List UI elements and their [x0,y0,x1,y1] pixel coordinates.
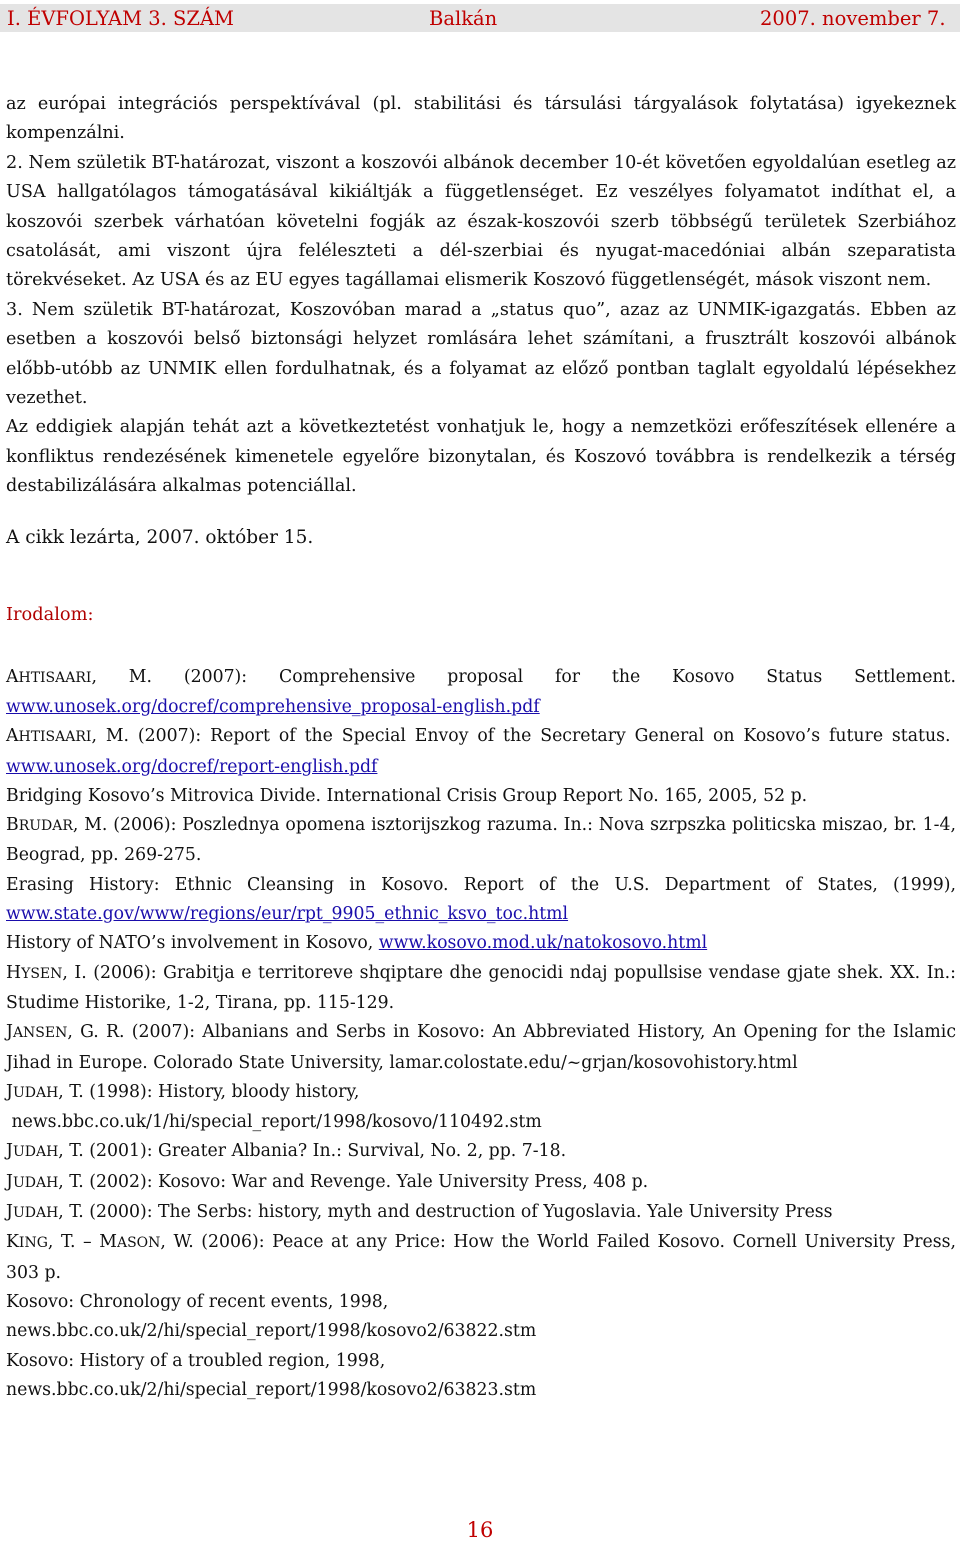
running-header [0,4,960,32]
reference-text: , W. (2006): Peace at any Price: How the World Failed Kosovo. Cornell University Press, 303 p. [6,1232,956,1283]
header-date: 2007. november 7. [760,7,946,30]
reference-text: Kosovo: Chronology of recent events, 1998, [6,1291,389,1312]
reference-text: , T. (2002): Kosovo: War and Revenge. Yale University Press, 408 p. [58,1171,649,1192]
author-initial: M [99,1232,117,1253]
reference-text: , T. (2000): The Serbs: history, myth and destruction of Yugoslavia. Yale University Press [58,1202,833,1223]
author-rest: ANSEN [12,1025,68,1042]
author-initial: K [6,1232,19,1253]
reference-item [6,929,956,958]
reference-item [6,1288,956,1347]
paragraph-3: 3. Nem születik BT-határozat, Koszovóban marad a „status quo”, azaz az UNMIK-igazgatás. Ebben az esetben a koszovói belső biztonsági helyzet romlására lehet számítani, a frusztrált koszovói albánok előbb-utóbb az UNMIK ellen fordulhatnak, és a folyamat az előző pontban taglalt egyoldalú lépésekhez vezethet. [6,299,956,409]
reference-link[interactable]: www.kosovo.mod.uk/natokosovo.html [378,933,708,954]
reference-item [6,1137,956,1167]
author-initial: J [6,1141,13,1162]
reference-link[interactable]: www.unosek.org/docref/comprehensive_proposal-english.pdf [6,696,540,717]
reference-item [6,1347,956,1406]
reference-text: , M. (2007): Comprehensive proposal for the Kosovo Status Settlement. [91,666,956,687]
author-initial: B [6,815,19,836]
article-body [6,90,956,1405]
author-initial: H [6,962,22,983]
reference-item [6,871,956,930]
reference-text: , G. R. (2007): Albanians and Serbs in Kosovo: An Abbreviated History, An Opening for the Islamic Jihad in Europe. Colorado State University, lamar.colostate.edu/~grjan/kosovohistory.html [6,1022,956,1073]
reference-item [6,1168,956,1198]
author-rest: HTISAARI [18,729,92,746]
reference-text: , T. – [47,1232,100,1253]
author-rest: UDAH [12,1084,59,1101]
author-rest: YSEN [21,965,63,982]
page-number: 16 [466,1518,494,1542]
paragraph-1: az európai integrációs perspektívával (pl. stabilitási és társulási tárgyalások folytatása) igyekeznek kompenzálni. [6,94,956,144]
reference-text: , M. (2007): Report of the Special Envoy of the Secretary General on Kosovo’s future status. [91,726,951,747]
author-initial: J [6,1022,13,1043]
author-rest: UDAH [12,1174,59,1191]
reference-text: History of NATO’s involvement in Kosovo, [6,933,374,954]
reference-item [6,811,956,871]
author-initial: A [6,666,19,687]
reference-item: Bridging Kosovo’s Mitrovica Divide. International Crisis Group Report No. 165, 2005, 52 p. [6,785,808,806]
reference-item [6,1198,956,1228]
author-initial: J [6,1202,13,1223]
reference-item [6,1228,956,1288]
reference-text: Kosovo: History of a troubled region, 1998, [6,1350,386,1371]
reference-item [6,1078,956,1138]
article-closed-date: A cikk lezárta, 2007. október 15. [6,526,314,548]
reference-url: news.bbc.co.uk/2/hi/special_report/1998/kosovo2/63823.stm [6,1379,537,1400]
references-heading: Irodalom: [6,603,94,625]
author-initial: J [6,1171,13,1192]
header-volume: I. ÉVFOLYAM 3. SZÁM [7,7,235,30]
reference-text: Erasing History: Ethnic Cleansing in Kosovo. Report of the U.S. Department of States, (1999), [6,874,956,895]
reference-item [6,1018,956,1078]
paragraph-2: 2. Nem születik BT-határozat, viszont a koszovói albánok december 10-ét követően egyoldalúan esetleg az USA hallgatólagos támogatásával kikiáltják a függetlenséget. Ez veszélyes folyamatot indíthat el, a koszovói szerbek várhatóan követelni fogják az észak-koszovói szerb többségű területek Szerbiához csatolását, ami viszont újra feléleszteti a dél-szerbiai és nyugat-macedóniai albán szeparatista törekvéseket. Az USA és az EU egyes tagállamai elismerik Koszovó függetlenségét, mások viszont nem. [6,152,956,291]
reference-text: , M. (2006): Poszlednya opomena isztorijszkog razuma. In.: Nova szrpszka politicska miszao, br. 1-4, Beograd, pp. 269-275. [6,815,956,866]
reference-item [6,959,956,1019]
reference-url: news.bbc.co.uk/1/hi/special_report/1998/kosovo/110492.stm [11,1112,542,1133]
reference-text: , T. (2001): Greater Albania? In.: Survival, No. 2, pp. 7-18. [58,1141,567,1162]
author-rest: ING [18,1235,48,1252]
author-initial: J [6,1081,13,1102]
author-rest: UDAH [12,1144,59,1161]
author-rest: UDAH [12,1205,59,1222]
reference-item [6,722,956,782]
reference-text: , I. (2006): Grabitja e territoreve shqiptare dhe genocidi ndaj popullsise vendase gjate shek. XX. In.: Studime Historike, 1-2, Tirana, pp. 115-129. [6,962,956,1013]
reference-list [6,663,956,1405]
reference-link[interactable]: www.state.gov/www/regions/eur/rpt_9905_ethnic_ksvo_toc.html [6,904,569,925]
paragraph-4: Az eddigiek alapján tehát azt a következtetést vonhatjuk le, hogy a nemzetközi erőfeszítések ellenére a konfliktus rendezésének kimenetele egyelőre bizonytalan, és Koszovó továbbra is rendelkezik a térség destabilizálására alkalmas potenciállal. [6,417,956,497]
reference-item [6,663,956,723]
reference-url: news.bbc.co.uk/2/hi/special_report/1998/kosovo2/63822.stm [6,1321,537,1342]
reference-text: , T. (1998): History, bloody history, [58,1081,360,1102]
reference-link[interactable]: www.unosek.org/docref/report-english.pdf [6,756,378,777]
author-rest: ASON [116,1235,161,1252]
author-rest: HTISAARI [18,669,92,686]
author-initial: A [6,726,19,747]
author-rest: RUDAR [18,818,73,835]
header-section: Balkán [429,7,498,30]
